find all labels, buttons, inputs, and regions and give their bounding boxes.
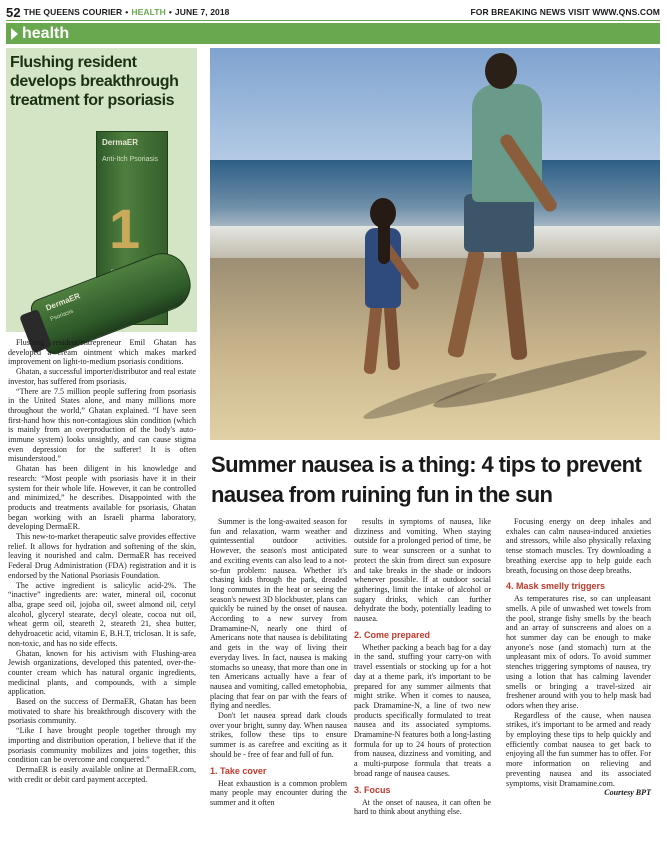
product-tube-subtitle: Psoriasis [49,308,75,323]
article-credit: Courtesy BPT [604,788,651,798]
article-paragraph: Don't let nausea spread dark clouds over your bright, sunny day. When nausea strikes, follow these tips to ensure summer is as carefree and exciting as it should be - free of fear and full of fun. [210,711,347,759]
photo-sky [210,48,660,168]
page-number: 52 [6,4,21,20]
sidebar-paragraph: Ghatan has been diligent in his knowledge and research: “Most people with psoriasis have it in their system for their whole life. However, it can be controlled and minimized,” he describes. Disappointed with the products and treatments available for psoriasis, Ghatan began working with an Israeli pharma laboratory, developing DermaER. [8,464,196,532]
sidebar-title: Flushing resident develops breakthrough treatment for psoriasis [10,54,179,109]
article-subheading: 3. Focus [354,784,391,795]
product-tube-brand: DermaER [44,291,82,313]
beach-family-photo [210,48,660,440]
article-paragraph: At the onset of nausea, it can often be hard to think about anything else. [354,797,491,817]
article-paragraph: Whether packing a beach bag for a day in the sand, stuffing your carry-on with travel essentials or stocking up for a hot day at a theme park, it's important to be prepared for any summer ailments that might strike. When it comes to nausea, pack Dramamine-N, a line of two new products specifically formulated to treat nausea and its associated symptoms. Dramamine-N features both a long-lasting formula for up to 24 hours of protection from nausea, dizziness and vomiting, and a multi-purpose formula that treats a broad range of nausea causes. [354,642,491,778]
publication-name: THE QUEENS COURIER [23,7,123,17]
article-subheading: 2. Come prepared [354,629,431,640]
photo-figure-girl [370,198,396,228]
article-paragraph: Focusing energy on deep inhales and exhales can calm nausea-induced anxieties and stressors, while also physically relaxing tense stomach muscles. Try downloading a breathing exercise app to help guide each breath, focusing on those deep breaths. [506,517,651,575]
product-box-brand: DermaER [102,138,139,147]
section-banner [6,23,660,44]
photo-sand [210,258,660,440]
page-header [6,5,660,19]
product-box-subtitle: Anti-Itch Psoriasis [102,156,159,163]
section-label: health [22,24,70,42]
article-paragraph: Heat exhaustion is a common problem many people may encounter during the summer and it often [210,778,347,807]
article-column-2 [354,517,491,817]
article-column-3 [506,517,651,798]
header-rule [6,20,660,21]
sidebar-paragraph: The active ingredient is salicylic acid-2%. The “inactive” ingredients are: water, mineral oil, coconut alba, grape seed oil, jojoba oil, sweet almond oil, cetyl alcohol, glyceryl stearate, decyl oleate, cocoa nut oil, wheat germ oil, steareth 2, steareth 21, shea butter, dehydroacetic acid, vitamin E, B.H.T, triclosan. It is safe, non-toxic, and has no side effects. [8,580,196,648]
photo-figure-man [464,194,534,252]
article-paragraph: As temperatures rise, so can unpleasant smells. A pile of unwashed wet towels from the pool, strange fishy smells by the beach and an array of sunscreens and aloes on a hot summer day can be enough to make anyone's nose (and stomach) turn at the unpleasant mix of odors. To avoid summer stenches triggering symptoms of nausea, try using a lotion that has calming lavender smells or bringing a travel-sized air freshener around with you to help mask bad odors when they arise. [506,594,651,710]
article-column-1 [210,517,347,808]
sidebar-paragraph: Ghatan, known for his activism with Flushing-area Jewish organizations, developed this patented, over-the-counter cream which has natural organic ingredients, medicinal plants, and compounds, with a simple application. [8,648,196,697]
article-subheading: 1. Take cover [210,765,267,776]
sidebar-paragraph: DermaER is easily available online at DermaER.com, with credit or debit card payment accepted. [8,764,196,784]
article-headline: Summer nausea is a thing: 4 tips to prevent nausea from ruining fun in the sun [211,452,642,507]
arrow-right-icon [11,28,18,40]
header-section: HEALTH [131,7,166,17]
sidebar-paragraph: “There are 7.5 million people suffering from psoriasis in the United States alone, and many millions more throughout the world,” Ghatan explained. “I have seen first-hand how this non-contagious skin condition (which is mainly from an overproduction of the body's auto-immune system) looks unsightly, and can cause stigma even depression for the sufferer! It is often misunderstood.” [8,386,196,464]
article-paragraph: Regardless of the cause, when nausea strikes, it's important to be armed and ready by employing these tips to help quickly and efficiently combat nausea to get back to enjoying all the fun summer has to offer. For more information on relieving and preventing nausea and its associated symptoms, visit Dramamine.com. [506,710,651,788]
header-separator: • [168,7,172,17]
sidebar-paragraph: “Like I have brought people together through my importing and distribution operation, I believe that if the psoriasis community mobilizes and joins together, this condition can be overcome and conquered.” [8,726,196,765]
sidebar-column [6,48,197,842]
photo-figure-man [485,53,517,89]
article-paragraph: Summer is the long-awaited season for fun and relaxation, warm weather and quintessential outdoor activities. However, the season's most anticipated and exciting events can also lead to a not-so-fun problem: nausea. Whether it's chasing kids through the park, dreaded long commutes in the heat or seeing the season's newest 3D blockbuster, plans can quickly be ruined by the onset of nausea. According to a new survey from Dramamine-N, nearly one third of Americans note that nausea is debilitating and gets in the way of living their everyday lives. In fact, nausea is making stomachs so uneasy, that more than one in ten Americans actually have a fear of nausea and vomiting, called emetophobia, placing that fear on par with the fears of flying and needles. [210,517,347,711]
sidebar-paragraph: Flushing resident/entrepreneur Emil Ghatan has developed a cream ointment which makes marked improvement on light-to-medium psoriasis conditions. [8,338,196,367]
header-separator: • [125,7,129,17]
header-website-link[interactable]: FOR BREAKING NEWS VISIT WWW.QNS.COM [470,7,660,17]
product-box-number: 1 [109,197,141,260]
article-subheading: 4. Mask smelly triggers [506,581,606,592]
sidebar-article-body [8,338,196,784]
sidebar-paragraph: Based on the success of DermaER, Ghatan has been motivated to share his breakthrough discovery with the psoriasis community. [8,697,196,726]
sidebar-paragraph: This new-to-market therapeutic salve provides effective relief. It allows for hydration and softening of the skin, leaving it nourished and calm. DermaER has received Federal Drug Administration (FDA) registration and it is endorsed by the National Psoriasis Foundation. [8,532,196,580]
header-left [6,5,230,20]
sidebar-paragraph: Ghatan, a successful importer/distributor and real estate investor, has suffered from psoriasis. [8,367,196,386]
article-paragraph: results in symptoms of nausea, like dizziness and vomiting. When staying outside for a prolonged period of time, be sure to wear sunscreen or a sunhat to protect the skin from direct sun exposure and take breaks in the shade or indoors whenever possible. If at outdoor social gatherings, limit the intake of alcohol or sugary drinks, which can further dehydrate the body, potentially leading to nausea. [354,517,491,624]
header-date: JUNE 7, 2018 [174,7,230,17]
